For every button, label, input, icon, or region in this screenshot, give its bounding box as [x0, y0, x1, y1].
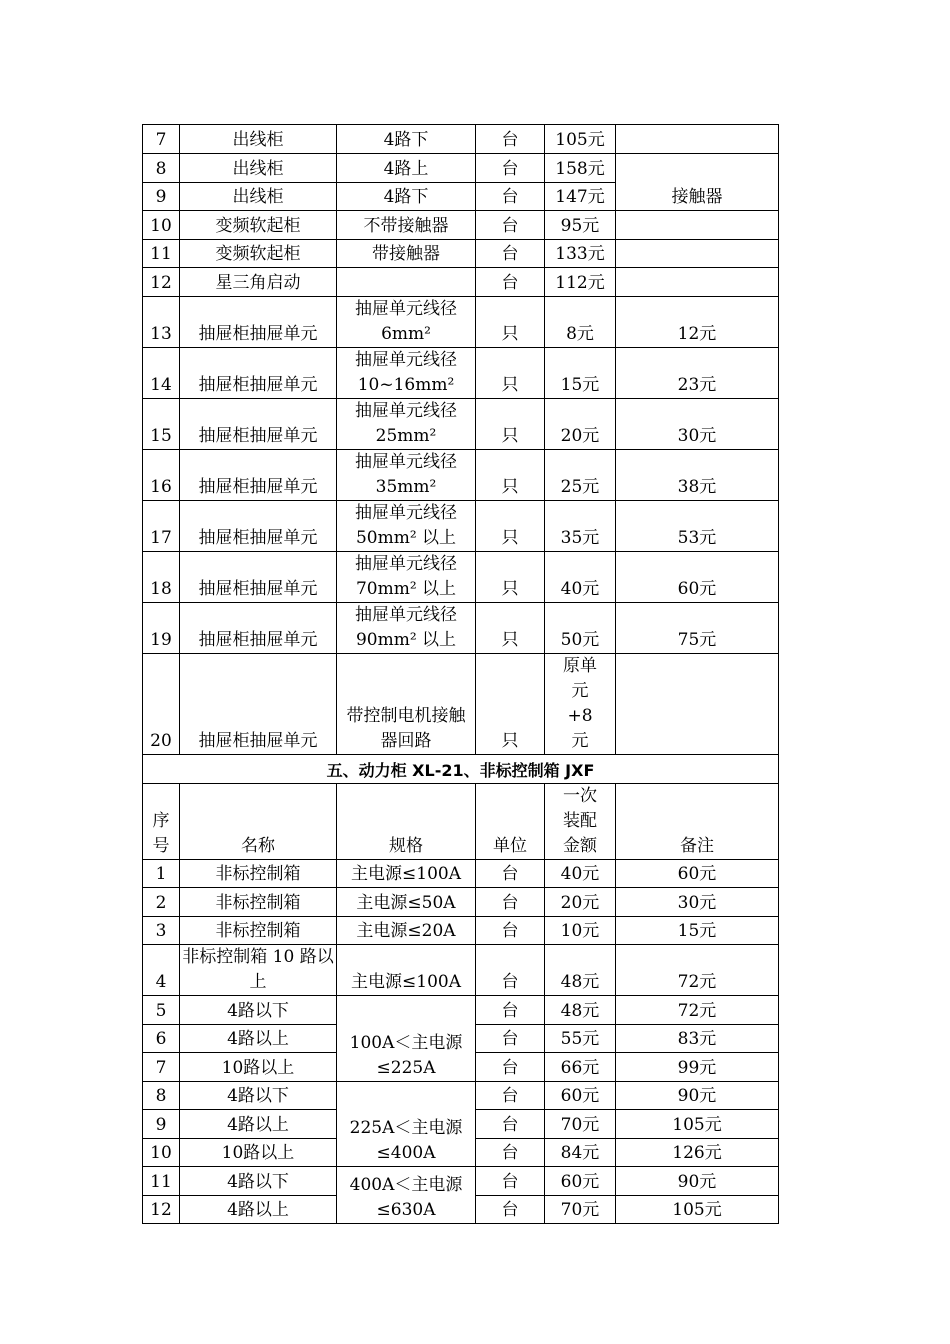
header-no: 序号: [143, 784, 180, 860]
section-title: 五、动力柜 XL-21、非标控制箱 JXF: [143, 755, 779, 784]
row-spec: 主电源≤100A: [337, 945, 476, 996]
group-spec-225: 100A＜主电源≤225A: [337, 996, 476, 1082]
row-price: 15元: [545, 348, 616, 399]
row-spec: [337, 268, 476, 297]
row-spec: 主电源≤50A: [337, 888, 476, 917]
row-spec: 抽屉单元线径 90mm² 以上: [337, 603, 476, 654]
header-name: 名称: [180, 784, 337, 860]
row-note: 105元: [616, 1110, 779, 1139]
row-unit: 台: [476, 268, 545, 297]
row-no: 11: [143, 240, 180, 268]
row-unit: 只: [476, 348, 545, 399]
table-row: [143, 450, 779, 501]
row-price: 60元: [545, 1167, 616, 1196]
row-unit: 台: [476, 996, 545, 1025]
row-price: 95元: [545, 211, 616, 240]
table-row: [143, 552, 779, 603]
row-name: 4路以下: [180, 996, 337, 1025]
row-name: 非标控制箱: [180, 860, 337, 888]
header-unit: 单位: [476, 784, 545, 860]
row-spec: 4路下: [337, 183, 476, 211]
table-row: [143, 501, 779, 552]
row-spec: 主电源≤20A: [337, 917, 476, 945]
table-row: [143, 348, 779, 399]
row-price: 84元: [545, 1139, 616, 1167]
row-note: [616, 268, 779, 297]
row-name: 变频软起柜: [180, 211, 337, 240]
row-spec: 4路下: [337, 125, 476, 154]
row-unit: 台: [476, 154, 545, 183]
row-name: 非标控制箱 10 路以上: [180, 945, 337, 996]
row-no: 9: [143, 183, 180, 211]
row-note: 126元: [616, 1139, 779, 1167]
row-note: 83元: [616, 1025, 779, 1053]
row-no: 3: [143, 917, 180, 945]
row-spec: 不带接触器: [337, 211, 476, 240]
row-unit: 台: [476, 1110, 545, 1139]
row-name: 出线柜: [180, 125, 337, 154]
row-name: 10路以上: [180, 1139, 337, 1167]
row-note: [616, 211, 779, 240]
row-note: 38元: [616, 450, 779, 501]
row-unit: 只: [476, 654, 545, 755]
table-row: [143, 1082, 779, 1110]
row-name: 非标控制箱: [180, 888, 337, 917]
row-note: 72元: [616, 996, 779, 1025]
row-price: 48元: [545, 945, 616, 996]
row-note: 60元: [616, 552, 779, 603]
row-note: [616, 125, 779, 154]
row-spec: 主电源≤100A: [337, 860, 476, 888]
row-name: 10路以上: [180, 1053, 337, 1082]
row-note: 30元: [616, 888, 779, 917]
row-no: 17: [143, 501, 180, 552]
row-price: 40元: [545, 860, 616, 888]
row-unit: 只: [476, 297, 545, 348]
row-no: 7: [143, 125, 180, 154]
row-price: 158元: [545, 154, 616, 183]
row-unit: 只: [476, 501, 545, 552]
row-no: 4: [143, 945, 180, 996]
header-row: [143, 784, 779, 860]
row-unit: 台: [476, 211, 545, 240]
row-name: 变频软起柜: [180, 240, 337, 268]
table-row: [143, 297, 779, 348]
row-price: 112元: [545, 268, 616, 297]
row-no: 13: [143, 297, 180, 348]
row-name: 星三角启动: [180, 268, 337, 297]
row-note: 53元: [616, 501, 779, 552]
row-unit: 台: [476, 888, 545, 917]
row-no: 20: [143, 654, 180, 755]
row-spec: 抽屉单元线径 6mm²: [337, 297, 476, 348]
row-unit: 台: [476, 125, 545, 154]
row-name: 4路以上: [180, 1025, 337, 1053]
row-name: 4路以上: [180, 1196, 337, 1224]
row-unit: 台: [476, 945, 545, 996]
row-spec: 抽屉单元线径 50mm² 以上: [337, 501, 476, 552]
row-price: 20元: [545, 888, 616, 917]
table-row: [143, 945, 779, 996]
row-name: 抽屉柜抽屉单元: [180, 654, 337, 755]
row-no: 1: [143, 860, 180, 888]
row-unit: 台: [476, 1196, 545, 1224]
row-no: 16: [143, 450, 180, 501]
row-note: 72元: [616, 945, 779, 996]
row-unit: 台: [476, 1053, 545, 1082]
row-unit: 台: [476, 1139, 545, 1167]
table-row: [143, 888, 779, 917]
row-note: 99元: [616, 1053, 779, 1082]
table-row: [143, 603, 779, 654]
row-name: 抽屉柜抽屉单元: [180, 348, 337, 399]
row-spec: 抽屉单元线径 70mm² 以上: [337, 552, 476, 603]
table-row: [143, 399, 779, 450]
row-name: 4路以上: [180, 1110, 337, 1139]
row-note: 105元: [616, 1196, 779, 1224]
row-name: 抽屉柜抽屉单元: [180, 297, 337, 348]
row-name: 抽屉柜抽屉单元: [180, 450, 337, 501]
row-no: 5: [143, 996, 180, 1025]
row-price: 原单元+8元: [545, 654, 616, 755]
row-no: 12: [143, 268, 180, 297]
table-row: [143, 154, 779, 183]
row-unit: 台: [476, 240, 545, 268]
row-price: 105元: [545, 125, 616, 154]
row-spec: 带控制电机接触器回路: [337, 654, 476, 755]
row-name: 抽屉柜抽屉单元: [180, 603, 337, 654]
row-spec: 带接触器: [337, 240, 476, 268]
row-price: 10元: [545, 917, 616, 945]
row-no: 7: [143, 1053, 180, 1082]
row-name: 抽屉柜抽屉单元: [180, 552, 337, 603]
row-note: 12元: [616, 297, 779, 348]
row-no: 9: [143, 1110, 180, 1139]
table-row: [143, 1167, 779, 1196]
row-no: 18: [143, 552, 180, 603]
upper-table-body: [143, 125, 779, 755]
row-price: 35元: [545, 501, 616, 552]
table-row: [143, 211, 779, 240]
row-price: 133元: [545, 240, 616, 268]
table-row: [143, 654, 779, 755]
price-table: [142, 124, 779, 1224]
row-unit: 台: [476, 183, 545, 211]
row-no: 15: [143, 399, 180, 450]
table-row: [143, 125, 779, 154]
row-no: 12: [143, 1196, 180, 1224]
row-price: 25元: [545, 450, 616, 501]
row-note: [616, 654, 779, 755]
row-name: 抽屉柜抽屉单元: [180, 501, 337, 552]
row-no: 2: [143, 888, 180, 917]
header-price: 一次装配金额: [545, 784, 616, 860]
row-price: 55元: [545, 1025, 616, 1053]
row-price: 147元: [545, 183, 616, 211]
row-unit: 只: [476, 399, 545, 450]
row-name: 抽屉柜抽屉单元: [180, 399, 337, 450]
row-note: [616, 240, 779, 268]
row-unit: 只: [476, 450, 545, 501]
row-note: 23元: [616, 348, 779, 399]
row-spec: 抽屉单元线径 35mm²: [337, 450, 476, 501]
row-unit: 只: [476, 552, 545, 603]
row-no: 19: [143, 603, 180, 654]
table-row: [143, 996, 779, 1025]
row-note: 60元: [616, 860, 779, 888]
row-price: 48元: [545, 996, 616, 1025]
row-name: 非标控制箱: [180, 917, 337, 945]
row-note: 90元: [616, 1167, 779, 1196]
row-no: 8: [143, 1082, 180, 1110]
row-note: 75元: [616, 603, 779, 654]
header-spec: 规格: [337, 784, 476, 860]
group-spec-630: 400A＜主电源≤630A: [337, 1167, 476, 1224]
row-spec: 抽屉单元线径 25mm²: [337, 399, 476, 450]
row-price: 40元: [545, 552, 616, 603]
row-unit: 台: [476, 860, 545, 888]
row-no: 6: [143, 1025, 180, 1053]
row-price: 20元: [545, 399, 616, 450]
row-price: 8元: [545, 297, 616, 348]
row-price: 60元: [545, 1082, 616, 1110]
row-price: 70元: [545, 1110, 616, 1139]
row-no: 10: [143, 1139, 180, 1167]
table-row: [143, 917, 779, 945]
row-price: 70元: [545, 1196, 616, 1224]
row-price: 50元: [545, 603, 616, 654]
group-spec-400: 225A＜主电源≤400A: [337, 1082, 476, 1167]
section-five: [143, 755, 779, 1224]
table-row: [143, 240, 779, 268]
row-no: 14: [143, 348, 180, 399]
row-no: 11: [143, 1167, 180, 1196]
row-unit: 台: [476, 1082, 545, 1110]
row-spec: 4路上: [337, 154, 476, 183]
row-no: 10: [143, 211, 180, 240]
merged-note-contactor: 接触器: [616, 154, 779, 211]
row-price: 66元: [545, 1053, 616, 1082]
row-name: 出线柜: [180, 183, 337, 211]
row-note: 30元: [616, 399, 779, 450]
row-unit: 台: [476, 917, 545, 945]
table-row: [143, 860, 779, 888]
header-note: 备注: [616, 784, 779, 860]
section-row: [143, 755, 779, 784]
row-unit: 台: [476, 1167, 545, 1196]
row-name: 出线柜: [180, 154, 337, 183]
row-unit: 只: [476, 603, 545, 654]
row-unit: 台: [476, 1025, 545, 1053]
row-note: 90元: [616, 1082, 779, 1110]
table-row: [143, 268, 779, 297]
row-spec: 抽屉单元线径 10~16mm²: [337, 348, 476, 399]
row-note: 15元: [616, 917, 779, 945]
row-name: 4路以下: [180, 1082, 337, 1110]
row-name: 4路以下: [180, 1167, 337, 1196]
row-no: 8: [143, 154, 180, 183]
